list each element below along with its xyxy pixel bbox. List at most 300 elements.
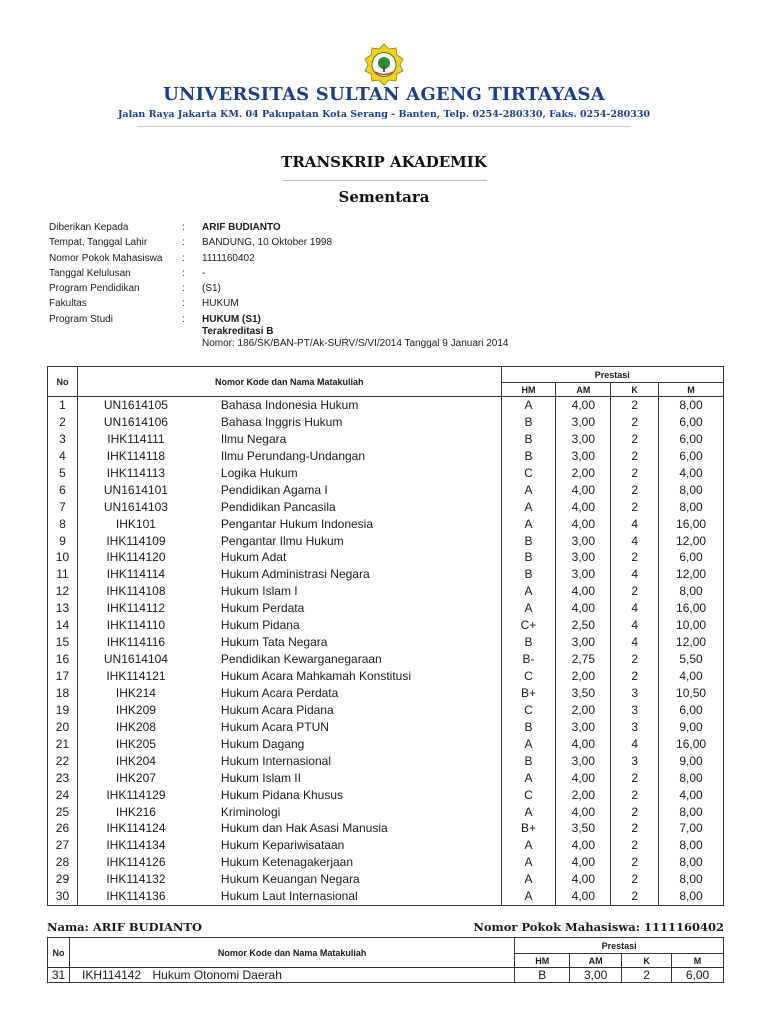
course-name: Hukum Perdata <box>220 601 305 616</box>
course-k: 2 <box>631 787 639 802</box>
course-hm: B <box>524 719 533 734</box>
course-code: UN1614106 <box>103 414 168 429</box>
course-hm: A <box>524 584 533 599</box>
course-m: 12,00 <box>676 533 707 548</box>
course-code: IHK114124 <box>106 821 166 836</box>
course-am: 3,00 <box>571 719 595 734</box>
course-code: IHK114134 <box>106 838 166 853</box>
course-code: IHK114111 <box>107 431 165 446</box>
course-am: 4,00 <box>571 516 595 531</box>
course-hm: A <box>524 838 533 853</box>
course-entry <box>78 499 501 516</box>
course-k: 2 <box>631 652 639 667</box>
header-course: Nomor Kode dan Nama Matakuliah <box>69 938 514 968</box>
course-name: Kriminologi <box>220 804 281 819</box>
course-entry <box>78 448 501 465</box>
column-am <box>556 397 611 906</box>
course-no: 20 <box>55 719 70 734</box>
course-hm: A <box>524 770 533 785</box>
title-divider <box>282 180 487 181</box>
course-entry <box>78 820 501 837</box>
accreditation-status: Terakreditasi B <box>202 326 274 337</box>
course-am: 2,00 <box>571 787 595 802</box>
course-m: 8,00 <box>679 499 703 514</box>
course-code: IHK114108 <box>106 584 166 599</box>
course-no: 18 <box>55 685 70 700</box>
course-am: 4,00 <box>571 584 595 599</box>
course-m: 4,00 <box>679 669 703 683</box>
course-name: Hukum Dagang <box>220 736 305 751</box>
course-hm: A <box>524 499 533 514</box>
row-am: 3,00 <box>570 968 622 983</box>
header-divider <box>137 126 631 127</box>
course-code: IHK114121 <box>106 669 166 683</box>
course-hm: A <box>524 601 533 616</box>
course-k: 4 <box>631 533 639 548</box>
course-entry <box>78 414 501 431</box>
course-name: Logika Hukum <box>220 465 298 480</box>
course-entry <box>78 634 501 651</box>
course-name: Hukum Pidana <box>220 618 300 633</box>
course-no: 30 <box>55 889 70 904</box>
course-k: 2 <box>631 448 639 463</box>
document-subtitle: Sementara <box>338 188 430 206</box>
course-name: Hukum Kepariwisataan <box>220 838 345 853</box>
info-separator: : <box>182 222 185 233</box>
course-no: 11 <box>56 567 69 582</box>
course-no: 23 <box>55 770 70 785</box>
header-hm: HM <box>501 383 556 397</box>
course-am: 2,75 <box>571 652 595 667</box>
course-name: Hukum Islam I <box>220 584 298 599</box>
course-m: 6,00 <box>679 414 703 429</box>
course-am: 4,00 <box>571 889 595 904</box>
course-m: 5,50 <box>679 652 703 667</box>
transcript-table <box>47 366 724 906</box>
header-no: No <box>48 367 78 397</box>
course-hm: B+ <box>520 821 536 836</box>
course-m: 16,00 <box>676 601 707 616</box>
course-k: 2 <box>631 398 639 412</box>
university-seal-icon <box>362 42 406 86</box>
info-separator: : <box>182 298 185 310</box>
course-k: 4 <box>631 736 639 751</box>
column-course <box>77 397 501 906</box>
course-k: 2 <box>631 770 639 785</box>
course-k: 2 <box>631 855 639 870</box>
course-m: 8,00 <box>679 872 703 887</box>
row-m: 6,00 <box>672 968 724 983</box>
course-hm: B <box>524 753 533 768</box>
course-no: 16 <box>55 652 70 667</box>
course-name: Hukum Administrasi Negara <box>220 567 370 582</box>
accreditation-number: Nomor: 186/SK/BAN-PT/Ak-SURV/S/VI/2014 Tanggal 9 Januari 2014 <box>202 338 509 349</box>
course-name: Hukum Islam II <box>220 770 301 785</box>
course-code: IHK204 <box>115 753 156 768</box>
course-m: 12,00 <box>676 635 707 650</box>
header-m: M <box>659 383 724 397</box>
course-code: IHK114112 <box>106 601 166 616</box>
course-no: 10 <box>55 550 70 565</box>
course-no: 5 <box>59 465 66 480</box>
info-value: (S1) <box>202 283 221 295</box>
course-entry <box>78 583 501 600</box>
course-hm: B <box>524 635 533 650</box>
course-entry <box>78 549 501 566</box>
row-hm: B <box>515 968 570 983</box>
course-m: 12,00 <box>676 567 707 582</box>
course-entry <box>78 854 501 871</box>
course-entry <box>78 719 501 736</box>
course-code: UN1614103 <box>103 499 168 514</box>
course-code: IHK207 <box>115 770 156 785</box>
info-label: Tempat, Tanggal Lahir <box>49 237 148 249</box>
course-m: 8,00 <box>679 482 703 497</box>
course-k: 2 <box>631 669 639 683</box>
course-am: 4,00 <box>571 482 595 497</box>
course-entry <box>78 837 501 854</box>
course-name: Pengantar Ilmu Hukum <box>220 533 344 548</box>
course-entry <box>78 668 501 685</box>
course-entry <box>78 566 501 583</box>
course-hm: C <box>524 465 533 480</box>
course-k: 2 <box>631 838 639 853</box>
course-entry <box>78 753 501 770</box>
course-m: 8,00 <box>679 770 703 785</box>
course-code: IHK101 <box>115 516 156 531</box>
course-name: Pendidikan Agama I <box>220 482 328 497</box>
course-entry <box>78 685 501 702</box>
course-m: 10,50 <box>676 685 707 700</box>
course-k: 4 <box>631 567 639 582</box>
course-code: IHK114120 <box>106 550 166 565</box>
course-code: IHK208 <box>115 719 156 734</box>
header-am: AM <box>570 954 622 968</box>
course-name: Hukum Ketenagakerjaan <box>220 855 354 870</box>
course-no: 19 <box>55 702 70 717</box>
course-hm: B- <box>522 652 535 667</box>
course-no: 21 <box>55 736 70 751</box>
course-name: Pendidikan Kewarganegaraan <box>220 652 382 667</box>
course-am: 4,00 <box>571 855 595 870</box>
course-am: 3,00 <box>571 753 595 768</box>
course-entry <box>78 465 501 482</box>
course-code: IHK114136 <box>106 889 166 904</box>
course-no: 25 <box>55 804 70 819</box>
column-no <box>48 397 78 906</box>
course-entry <box>78 804 501 821</box>
course-m: 8,00 <box>679 804 703 819</box>
course-m: 6,00 <box>679 448 703 463</box>
course-no: 22 <box>55 753 70 768</box>
course-k: 2 <box>631 804 639 819</box>
course-name: Hukum Acara Perdata <box>220 685 339 700</box>
course-name: Hukum Laut Internasional <box>220 889 358 904</box>
course-hm: B <box>524 448 533 463</box>
course-hm: C <box>524 702 533 717</box>
course-name: Hukum Acara Mahkamah Konstitusi <box>220 669 412 683</box>
info-value: HUKUM <box>202 298 239 310</box>
course-k: 3 <box>631 685 639 700</box>
info-value: HUKUM (S1) <box>202 313 261 325</box>
course-name: Bahasa Indonesia Hukum <box>220 398 359 412</box>
header-k: K <box>622 954 672 968</box>
course-am: 2,00 <box>571 465 595 480</box>
course-code: IHK205 <box>115 736 156 751</box>
course-no: 27 <box>55 838 70 853</box>
course-code: IHK114114 <box>106 567 166 582</box>
course-no: 12 <box>55 584 70 599</box>
course-m: 8,00 <box>679 398 703 412</box>
document-title: TRANSKRIP AKADEMIK <box>281 153 487 171</box>
course-k: 3 <box>631 719 639 734</box>
course-k: 2 <box>631 465 639 480</box>
column-hm <box>501 397 556 906</box>
info-separator: : <box>182 267 185 279</box>
header-course: Nomor Kode dan Nama Matakuliah <box>77 367 501 397</box>
course-name: Hukum Acara Pidana <box>220 702 334 717</box>
course-code: IHK114116 <box>106 635 166 650</box>
course-entry <box>78 482 501 499</box>
course-entry <box>78 651 501 668</box>
course-k: 2 <box>631 872 639 887</box>
course-am: 4,00 <box>571 804 595 819</box>
course-m: 8,00 <box>679 855 703 870</box>
course-am: 4,00 <box>571 398 595 412</box>
course-m: 8,00 <box>679 838 703 853</box>
course-k: 2 <box>631 550 639 565</box>
student-npm-label: Nomor Pokok Mahasiswa: 1111160402 <box>473 920 724 934</box>
course-code: IHK114129 <box>106 787 166 802</box>
course-entry <box>78 533 501 550</box>
course-code: IHK114126 <box>106 855 166 870</box>
course-code: IHK114113 <box>106 465 166 480</box>
course-hm: B+ <box>520 685 536 700</box>
course-code: IHK114132 <box>106 872 166 887</box>
course-no: 26 <box>55 821 70 836</box>
course-am: 3,50 <box>571 821 595 836</box>
course-hm: A <box>524 516 533 531</box>
course-name: Hukum Pidana Khusus <box>220 787 343 802</box>
course-hm: A <box>524 736 533 751</box>
course-entry <box>78 787 501 804</box>
course-code: IHK114118 <box>106 448 166 463</box>
course-m: 16,00 <box>676 736 707 751</box>
info-label: Fakultas <box>49 298 87 310</box>
course-am: 4,00 <box>571 736 595 751</box>
course-m: 8,00 <box>679 889 703 904</box>
course-am: 4,00 <box>571 499 595 514</box>
course-code: IHK214 <box>115 685 156 700</box>
info-label: Program Pendidikan <box>49 283 140 295</box>
course-entry <box>78 736 501 753</box>
course-code: IHK114109 <box>106 533 166 548</box>
course-k: 2 <box>631 584 639 599</box>
course-k: 3 <box>631 753 639 768</box>
course-no: 2 <box>59 414 66 429</box>
course-no: 24 <box>55 787 70 802</box>
course-m: 9,00 <box>679 753 703 768</box>
course-am: 2,00 <box>571 702 595 717</box>
course-k: 2 <box>631 482 639 497</box>
transcript-table-page2 <box>47 937 724 983</box>
course-name: Hukum Tata Negara <box>220 635 328 650</box>
course-entry <box>78 516 501 533</box>
course-no: 28 <box>55 855 70 870</box>
course-m: 4,00 <box>679 787 703 802</box>
course-code: UN1614101 <box>103 482 168 497</box>
course-hm: A <box>524 482 533 497</box>
header-k: K <box>611 383 659 397</box>
course-am: 3,50 <box>571 685 595 700</box>
course-k: 4 <box>631 601 639 616</box>
header-no: No <box>48 938 70 968</box>
course-hm: A <box>524 855 533 870</box>
course-no: 17 <box>55 669 70 683</box>
course-no: 14 <box>55 618 70 633</box>
course-no: 3 <box>59 431 66 446</box>
course-k: 2 <box>631 431 639 446</box>
course-k: 3 <box>631 702 639 717</box>
course-hm: C+ <box>520 618 537 633</box>
course-hm: B <box>524 533 533 548</box>
student-name-label: Nama: ARIF BUDIANTO <box>47 920 202 934</box>
course-hm: A <box>524 804 533 819</box>
info-label: Tanggal Kelulusan <box>49 267 131 279</box>
course-no: 1 <box>59 398 66 412</box>
course-name: Hukum dan Hak Asasi Manusia <box>220 821 388 836</box>
course-m: 7,00 <box>679 821 703 836</box>
course-no: 7 <box>59 499 66 514</box>
course-am: 4,00 <box>571 838 595 853</box>
course-hm: B <box>524 431 533 446</box>
row-course <box>69 968 514 983</box>
course-no: 8 <box>59 516 66 531</box>
university-name: UNIVERSITAS SULTAN AGENG TIRTAYASA <box>163 84 605 105</box>
course-m: 8,00 <box>679 584 703 599</box>
course-no: 13 <box>55 601 70 616</box>
course-hm: C <box>524 669 533 683</box>
course-hm: B <box>524 567 533 582</box>
course-name: Hukum Otonomi Daerah <box>152 968 282 982</box>
course-am: 4,00 <box>571 872 595 887</box>
course-k: 4 <box>631 618 639 633</box>
course-name: Hukum Internasional <box>220 753 331 768</box>
course-entry <box>78 702 501 719</box>
course-entry <box>78 871 501 888</box>
info-separator: : <box>182 313 185 325</box>
course-no: 9 <box>59 533 66 548</box>
course-am: 3,00 <box>571 635 595 650</box>
header-prestasi: Prestasi <box>515 938 724 954</box>
course-entry <box>78 600 501 617</box>
course-k: 4 <box>631 635 639 650</box>
course-no: 29 <box>55 872 70 887</box>
course-code: IKH114142 <box>81 968 142 982</box>
course-am: 2,50 <box>571 618 595 633</box>
row-no: 31 <box>48 968 70 983</box>
header-m: M <box>672 954 724 968</box>
course-hm: A <box>524 398 533 412</box>
course-entry <box>78 888 501 905</box>
course-hm: B <box>524 550 533 565</box>
header-hm: HM <box>515 954 570 968</box>
course-m: 9,00 <box>679 719 703 734</box>
info-value: - <box>202 267 206 279</box>
course-hm: A <box>524 872 533 887</box>
course-am: 4,00 <box>571 770 595 785</box>
course-k: 4 <box>631 516 639 531</box>
info-label: Program Studi <box>49 313 113 325</box>
course-am: 3,00 <box>571 567 595 582</box>
course-code: UN1614104 <box>103 652 168 667</box>
course-hm: B <box>524 414 533 429</box>
course-name: Hukum Keuangan Negara <box>220 872 360 887</box>
info-label: Nomor Pokok Mahasiswa <box>49 252 163 264</box>
info-separator: : <box>182 237 185 249</box>
university-address: Jalan Raya Jakarta KM. 04 Pakupatan Kota Serang - Banten, Telp. 0254-280330, Faks. 0254-280330 <box>117 109 651 120</box>
course-am: 2,00 <box>571 669 595 683</box>
course-entry <box>78 770 501 787</box>
course-hm: C <box>524 787 533 802</box>
column-k <box>611 397 659 906</box>
course-no: 15 <box>55 635 70 650</box>
table-row <box>48 968 724 983</box>
course-no: 6 <box>59 482 66 497</box>
info-value: 1111160402 <box>202 252 255 264</box>
course-am: 3,00 <box>571 448 595 463</box>
course-hm: A <box>524 889 533 904</box>
info-separator: : <box>182 252 185 264</box>
course-k: 2 <box>631 499 639 514</box>
course-name: Hukum Adat <box>220 550 287 565</box>
course-entry <box>78 397 501 414</box>
course-am: 3,00 <box>571 533 595 548</box>
course-am: 3,00 <box>571 431 595 446</box>
course-code: UN1614105 <box>103 398 168 412</box>
course-m: 10,00 <box>676 618 707 633</box>
course-code: IHK114110 <box>106 618 166 633</box>
course-entry <box>78 431 501 448</box>
course-am: 3,00 <box>571 414 595 429</box>
info-value: BANDUNG, 10 Oktober 1998 <box>202 237 333 249</box>
info-value: ARIF BUDIANTO <box>202 222 281 233</box>
course-m: 6,00 <box>679 702 703 717</box>
header-prestasi: Prestasi <box>501 367 723 383</box>
info-label: Diberikan Kepada <box>49 222 129 233</box>
course-code: IHK209 <box>115 702 156 717</box>
course-k: 2 <box>631 821 639 836</box>
header-am: AM <box>556 383 611 397</box>
course-entry <box>78 617 501 634</box>
course-code: IHK216 <box>115 804 156 819</box>
row-k: 2 <box>622 968 672 983</box>
course-m: 6,00 <box>679 431 703 446</box>
course-m: 6,00 <box>679 550 703 565</box>
course-k: 2 <box>631 889 639 904</box>
course-name: Pendidikan Pancasila <box>220 499 336 514</box>
course-k: 2 <box>631 414 639 429</box>
course-am: 3,00 <box>571 550 595 565</box>
column-m <box>659 397 724 906</box>
course-name: Ilmu Perundang-Undangan <box>220 448 366 463</box>
course-name: Hukum Acara PTUN <box>220 719 329 734</box>
course-name: Pengantar Hukum Indonesia <box>220 516 374 531</box>
course-name: Bahasa Inggris Hukum <box>220 414 343 429</box>
course-no: 4 <box>59 448 66 463</box>
course-m: 16,00 <box>676 516 707 531</box>
course-am: 4,00 <box>571 601 595 616</box>
